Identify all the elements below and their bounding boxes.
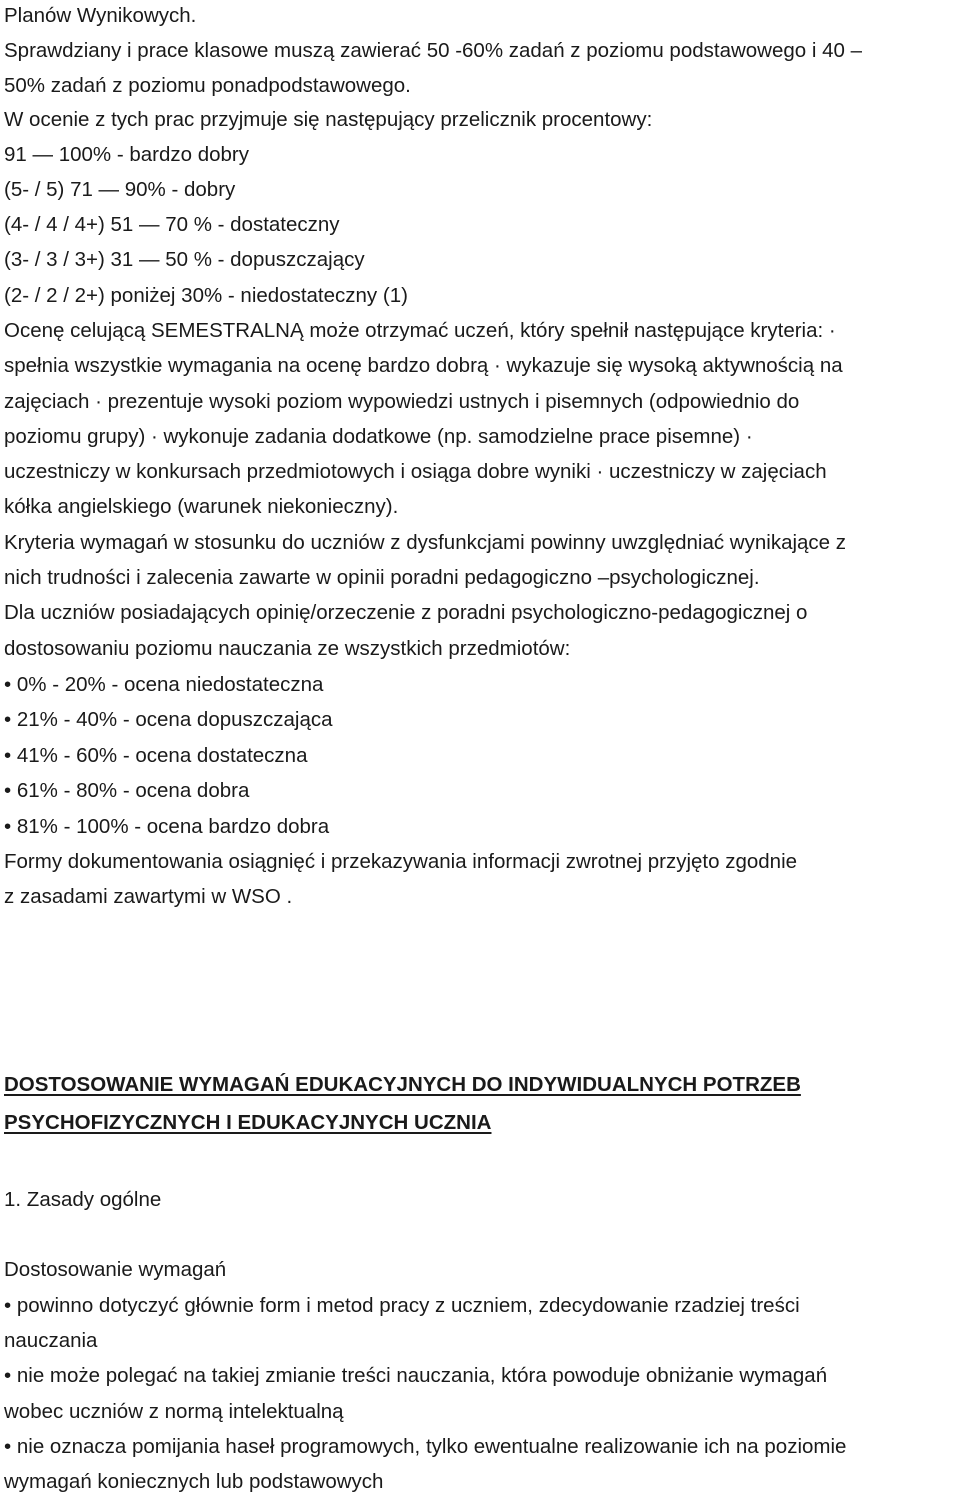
section-heading: DOSTOSOWANIE WYMAGAŃ EDUKACYJNYCH DO INDYWIDUALNYCH POTRZEB (4, 1073, 801, 1096)
text-line: wymagań koniecznych lub podstawowych (4, 1470, 384, 1493)
text-line: Ocenę celującą SEMESTRALNĄ może otrzymać uczeń, który spełnił następujące kryteria: · (4, 319, 836, 342)
text-line: nich trudności i zalecenia zawarte w opinii poradni pedagogiczno –psychologicznej. (4, 566, 760, 589)
bullet-item: • 61% - 80% - ocena dobra (4, 779, 250, 802)
text-line: nauczania (4, 1329, 98, 1352)
grade-scale-line: (5- / 5) 71 — 90% - dobry (4, 178, 236, 201)
grade-scale-line: (3- / 3 / 3+) 31 — 50 % - dopuszczający (4, 248, 365, 271)
bullet-item: • 81% - 100% - ocena bardzo dobra (4, 815, 330, 838)
bullet-item: • 0% - 20% - ocena niedostateczna (4, 673, 324, 696)
grade-scale-line: 91 — 100% - bardzo dobry (4, 143, 249, 166)
text-line: zajęciach · prezentuje wysoki poziom wypowiedzi ustnych i pisemnych (odpowiednio do (4, 390, 800, 413)
text-line: wobec uczniów z normą intelektualną (4, 1400, 344, 1423)
bullet-item: • 41% - 60% - ocena dostateczna (4, 744, 308, 767)
text-line: 50% zadań z poziomu ponadpodstawowego. (4, 74, 411, 97)
text-line: Planów Wynikowych. (4, 4, 197, 27)
section-heading: PSYCHOFIZYCZNYCH I EDUKACYJNYCH UCZNIA (4, 1111, 492, 1134)
text-line: dostosowaniu poziomu nauczania ze wszystkich przedmiotów: (4, 637, 571, 660)
grade-scale-line: (2- / 2 / 2+) poniżej 30% - niedostateczny (1) (4, 284, 408, 307)
text-line: poziomu grupy) · wykonuje zadania dodatkowe (np. samodzielne prace pisemne) · (4, 425, 753, 448)
text-line: uczestniczy w konkursach przedmiotowych i osiąga dobre wyniki · uczestniczy w zajęciach (4, 460, 827, 483)
bullet-item: • powinno dotyczyć głównie form i metod pracy z uczniem, zdecydowanie rzadziej treści (4, 1294, 800, 1317)
subsection-title: 1. Zasady ogólne (4, 1188, 162, 1211)
bullet-item: • nie może polegać na takiej zmianie treści nauczania, która powoduje obniżanie wymagań (4, 1364, 828, 1387)
text-line: Formy dokumentowania osiągnięć i przekazywania informacji zwrotnej przyjęto zgodnie (4, 850, 798, 873)
text-line: Dla uczniów posiadających opinię/orzeczenie z poradni psychologiczno-pedagogicznej o (4, 601, 808, 624)
text-line: z zasadami zawartymi w WSO . (4, 885, 293, 908)
text-line: W ocenie z tych prac przyjmuje się następujący przelicznik procentowy: (4, 108, 653, 131)
bullet-item: • nie oznacza pomijania haseł programowych, tylko ewentualne realizowanie ich na poziomie (4, 1435, 847, 1458)
text-line: Kryteria wymagań w stosunku do uczniów z dysfunkcjami powinny uwzględniać wynikające z (4, 531, 847, 554)
text-line: kółka angielskiego (warunek niekonieczny). (4, 495, 399, 518)
text-line: Dostosowanie wymagań (4, 1258, 227, 1281)
text-line: Sprawdziany i prace klasowe muszą zawierać 50 -60% zadań z poziomu podstawowego i 40 – (4, 39, 863, 62)
text-line: spełnia wszystkie wymagania na ocenę bardzo dobrą · wykazuje się wysoką aktywnością na (4, 354, 843, 377)
bullet-item: • 21% - 40% - ocena dopuszczająca (4, 708, 333, 731)
grade-scale-line: (4- / 4 / 4+) 51 — 70 % - dostateczny (4, 213, 340, 236)
